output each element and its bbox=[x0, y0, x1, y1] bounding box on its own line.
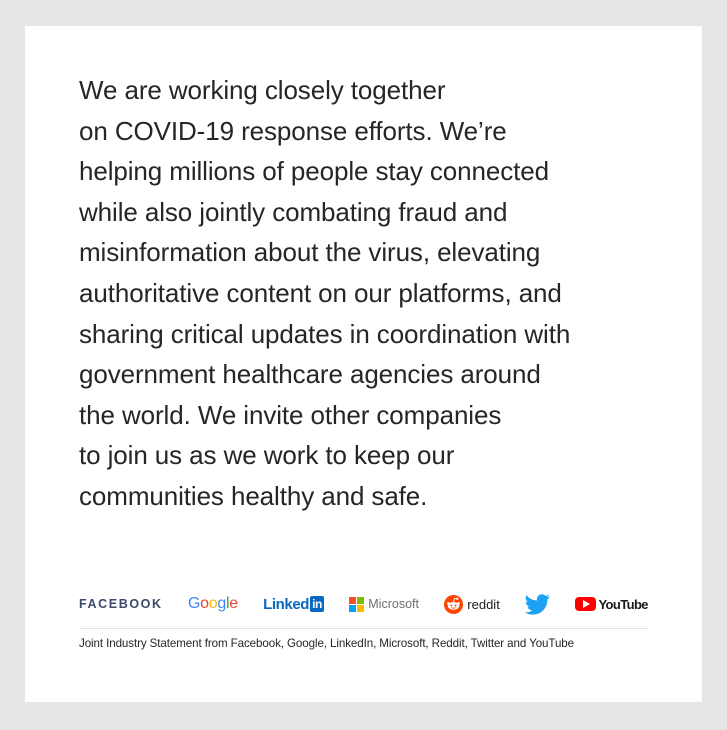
reddit-wordmark: reddit bbox=[467, 596, 500, 612]
divider bbox=[79, 628, 648, 629]
google-letter: l bbox=[225, 595, 230, 612]
reddit-logo bbox=[444, 595, 500, 614]
statement-line: the world. We invite other companies bbox=[79, 399, 502, 430]
statement-line: misinformation about the virus, elevating bbox=[79, 237, 541, 268]
google-letter: o bbox=[208, 595, 218, 612]
youtube-logo bbox=[575, 597, 647, 612]
google-letter: o bbox=[200, 595, 209, 612]
facebook-logo: FACEBOOK bbox=[79, 597, 163, 611]
microsoft-logo bbox=[349, 597, 419, 612]
google-logo bbox=[188, 595, 238, 613]
statement-line: sharing critical updates in coordination with bbox=[79, 318, 571, 349]
google-letter: g bbox=[217, 595, 226, 612]
twitter-bird-icon bbox=[525, 594, 550, 615]
microsoft-squares-icon bbox=[349, 597, 364, 612]
linkedin-in-box: in bbox=[312, 597, 322, 611]
statement-card bbox=[25, 26, 702, 702]
microsoft-wordmark: Microsoft bbox=[368, 597, 419, 611]
statement-line: communities healthy and safe. bbox=[79, 480, 428, 511]
company-logos-row bbox=[79, 590, 648, 618]
google-letter: G bbox=[187, 595, 201, 612]
reddit-alien-icon bbox=[444, 595, 463, 614]
statement-line: We are working closely together bbox=[79, 75, 446, 105]
linkedin-logo bbox=[263, 596, 324, 613]
youtube-play-icon bbox=[575, 597, 596, 611]
statement-text bbox=[79, 70, 669, 517]
twitter-logo bbox=[525, 594, 550, 615]
statement-line: to join us as we work to keep our bbox=[79, 440, 455, 471]
statement-line: while also jointly combating fraud and bbox=[79, 196, 508, 227]
statement-line: on COVID-19 response efforts. We’re bbox=[79, 115, 507, 146]
statement-line: authoritative content on our platforms, and bbox=[79, 277, 562, 308]
youtube-wordmark: YouTube bbox=[598, 596, 648, 612]
statement-line: government healthcare agencies around bbox=[79, 359, 541, 390]
linkedin-wordmark: Linked bbox=[263, 595, 310, 613]
google-letter: e bbox=[229, 595, 238, 612]
statement-line: helping millions of people stay connected bbox=[79, 156, 549, 187]
footer-caption: Joint Industry Statement from Facebook, Google, LinkedIn, Microsoft, Reddit, Twitter and YouTube bbox=[79, 637, 574, 650]
